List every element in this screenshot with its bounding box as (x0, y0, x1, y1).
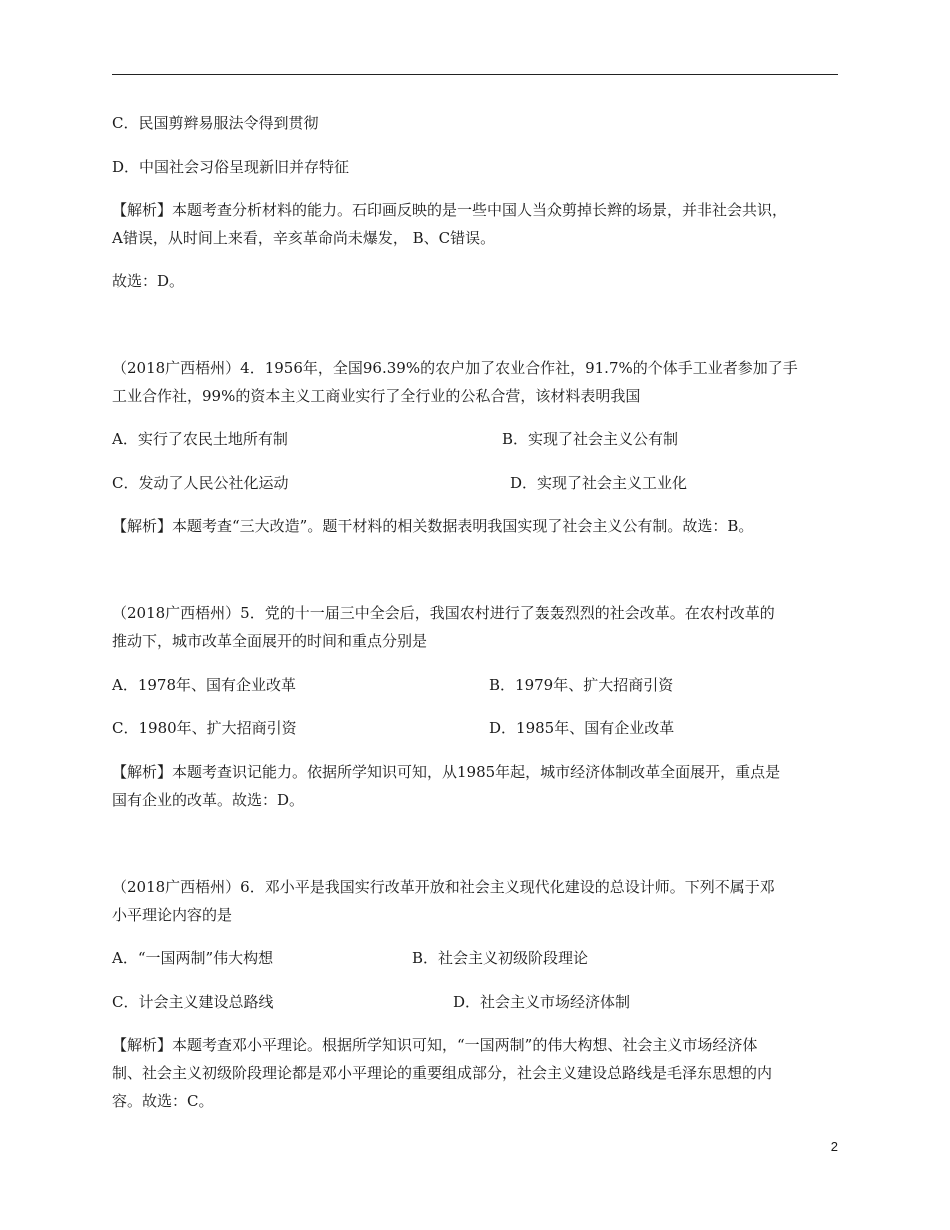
q3-analysis-line1: 【解析】本题考查分析材料的能力。石印画反映的是一些中国人当众剪掉长辫的场景，并非社会共识， (112, 201, 788, 219)
q5-analysis-line1: 【解析】本题考查识记能力。依据所学知识可知，从1985年起，城市经济体制改革全面展开，重点是 (112, 763, 781, 781)
q4-analysis-line1: 【解析】本题考查“三大改造”。题干材料的相关数据表明我国实现了社会主义公有制。故选：B。 (112, 517, 754, 535)
q4-option-b: B．实现了社会主义公有制 (502, 430, 679, 448)
q3-analysis-line2: A错误，从时间上来看，辛亥革命尚未爆发， B、C错误。 (112, 229, 496, 247)
q6-analysis-line2: 制、社会主义初级阶段理论都是邓小平理论的重要组成部分，社会主义建设总路线是毛泽东思想的内 (112, 1064, 773, 1082)
q5-option-c: C．1980年、扩大招商引资 (112, 719, 297, 737)
header-rule (112, 74, 838, 75)
q6-option-c: C．计会主义建设总路线 (112, 993, 274, 1011)
q3-answer: 故选：D。 (112, 272, 185, 290)
q6-option-d: D．社会主义市场经济体制 (453, 993, 631, 1011)
q4-stem-line2: 工业合作社，99%的资本主义工商业实行了全行业的公私合营，该材料表明我国 (112, 387, 641, 405)
page-number: 2 (830, 1139, 838, 1154)
q6-option-a: A．“一国两制”伟大构想 (112, 949, 274, 967)
q6-stem-line1: （2018广西梧州）6．邓小平是我国实行改革开放和社会主义现代化建设的总设计师。下列不属于邓 (112, 878, 775, 896)
q5-analysis-line2: 国有企业的改革。故选：D。 (112, 791, 305, 809)
q5-stem-line2: 推动下，城市改革全面展开的时间和重点分别是 (112, 632, 428, 650)
q5-option-d: D．1985年、国有企业改革 (489, 719, 675, 737)
q6-analysis-line3: 容。故选：C。 (112, 1092, 214, 1110)
q6-stem-line2: 小平理论内容的是 (112, 906, 233, 924)
q3-option-c: C．民国剪辫易服法令得到贯彻 (112, 114, 319, 132)
q4-option-d: D．实现了社会主义工业化 (510, 474, 688, 492)
q4-option-a: A．实行了农民土地所有制 (112, 430, 288, 448)
q6-analysis-line1: 【解析】本题考查邓小平理论。根据所学知识可知，“一国两制”的伟大构想、社会主义市场经济体 (112, 1036, 758, 1054)
q5-option-a: A．1978年、国有企业改革 (112, 676, 297, 694)
q5-stem-line1: （2018广西梧州）5．党的十一届三中全会后，我国农村进行了轰轰烈烈的社会改革。在农村改革的 (112, 604, 775, 622)
q4-stem-line1: （2018广西梧州）4．1956年，全国96.39%的农户加了农业合作社，91.7%的个体手工业者参加了手 (112, 359, 798, 377)
q4-option-c: C．发动了人民公社化运动 (112, 474, 289, 492)
q3-option-d: D．中国社会习俗呈现新旧并存特征 (112, 158, 350, 176)
q6-option-b: B．社会主义初级阶段理论 (412, 949, 589, 967)
q5-option-b: B．1979年、扩大招商引资 (489, 676, 674, 694)
